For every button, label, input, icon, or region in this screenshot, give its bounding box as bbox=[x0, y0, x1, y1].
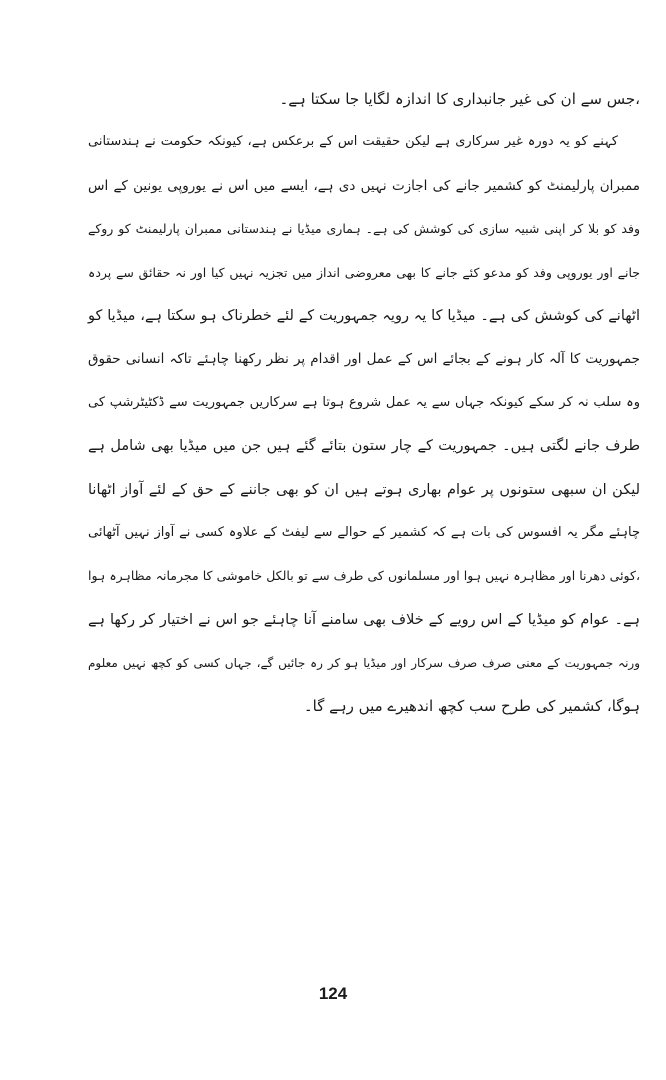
text-line: وفد کو بلا کر اپنی شبیہ سازی کی کوشش کی ہے۔ ہماری میڈیا نے ہندستانی ممبران پارلیمنٹ کو روکے bbox=[88, 221, 640, 237]
text-line: ورنہ جمہوریت کے معنی صرف صرف سرکار اور میڈیا ہو کر رہ جائیں گے، جہاں کسی کو کچھ نہیں معلوم bbox=[88, 656, 640, 671]
text-line: جانے اور یوروپی وفد کو مدعو کئے جانے کا بھی معروضی انداز میں تجزیہ نہیں کیا اور نہ حقائق سے پردہ bbox=[88, 264, 640, 280]
text-line: ہے۔ عوام کو میڈیا کے اس رویے کے خلاف بھی سامنے آنا چاہئے جو اس نے اختیار کر رکھا ہے bbox=[88, 611, 640, 628]
text-line: جمہوریت کا آلہ کار ہونے کے بجائے اس کے عمل اور اقدام پر نظر رکھنا چاہئے تاکہ انسانی حقوق bbox=[88, 351, 640, 368]
text-line: چاہئے مگر یہ افسوس کی بات ہے کہ کشمیر کے حوالے سے لیفٹ کے علاوہ کسی نے آواز نہیں آٹھائی bbox=[88, 524, 640, 540]
page-number: 124 bbox=[318, 984, 348, 1003]
text-line: ،جس سے ان کی غیر جانبداری کا اندازہ لگایا جا سکتا ہے۔ bbox=[279, 90, 640, 108]
body-text bbox=[88, 80, 640, 731]
text-line: وہ سلب نہ کر سکے کیونکہ جہاں سے یہ عمل شروع ہوتا ہے سرکاریں جمہوریت سے ڈکٹیٹرشپ کی bbox=[88, 394, 640, 410]
text-line: ،کوئی دھرنا اور مظاہرہ نہیں ہوا اور مسلمانوں کی طرف سے تو بالکل خاموشی کا مجرمانہ مظاہرہ ہوا bbox=[88, 568, 640, 584]
text-line: طرف جانے لگتی ہیں۔ جمہوریت کے چار ستون بتائے گئے ہیں جن میں میڈیا بھی شامل ہے bbox=[88, 438, 640, 455]
text-line: ہوگا، کشمیر کی طرح سب کچھ اندھیرے میں رہے گا۔ bbox=[303, 697, 640, 716]
text-line: ممبران پارلیمنٹ کو کشمیر جانے کی اجازت نہیں دی ہے، ایسے میں اس نے یوروپی یونین کے اس bbox=[88, 177, 640, 194]
text-line: اٹھانے کی کوشش کی ہے۔ میڈیا کا یہ رویہ جمہوریت کے لئے خطرناک ہو سکتا ہے، میڈیا کو bbox=[88, 307, 640, 324]
text-line: کہنے کو یہ دورہ غیر سرکاری ہے لیکن حقیقت اس کے برعکس ہے، کیونکہ حکومت نے ہندستانی bbox=[88, 134, 618, 150]
text-line: لیکن ان سبھی ستونوں پر عوام بھاری ہوتے ہیں ان کو بھی جاننے کے حق کے لئے آواز اٹھانا bbox=[88, 481, 640, 498]
